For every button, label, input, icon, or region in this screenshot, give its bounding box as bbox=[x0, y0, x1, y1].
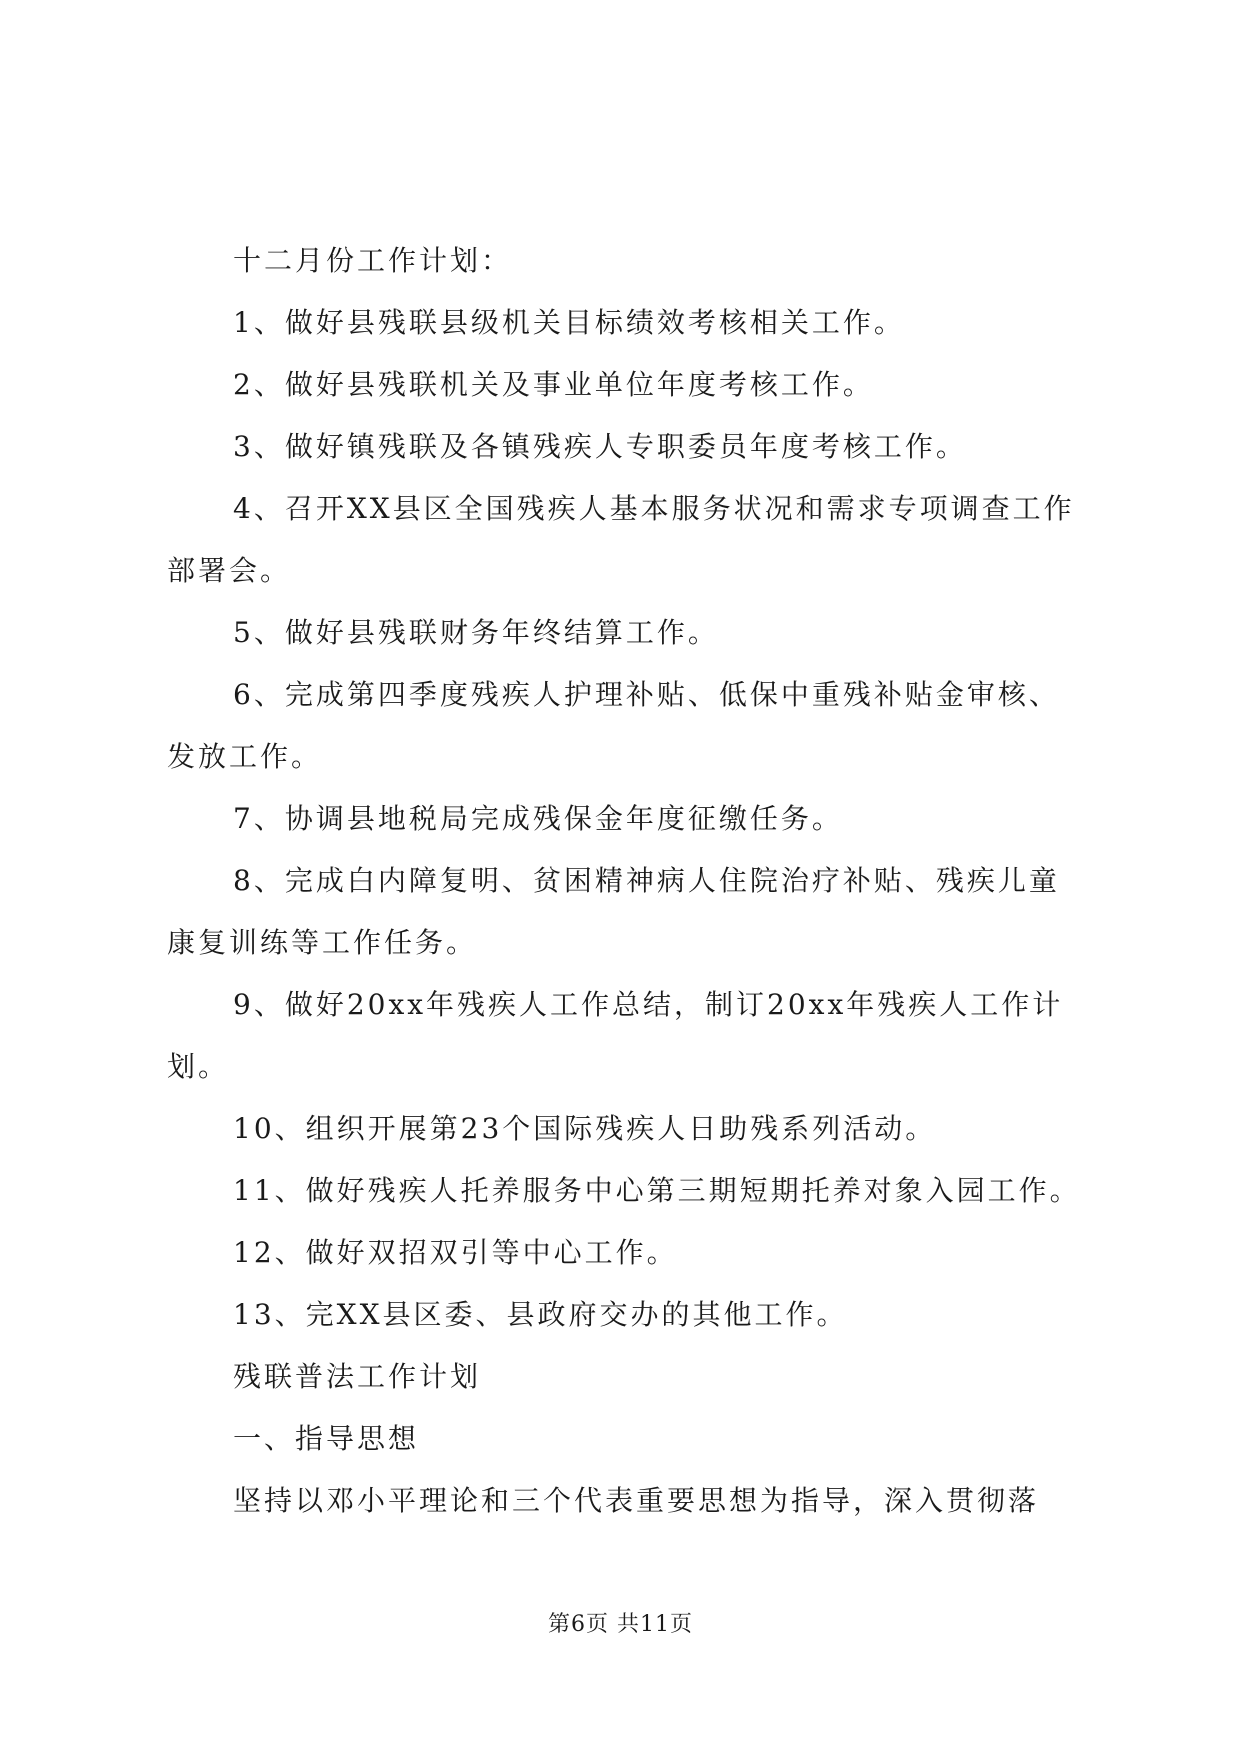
plan-item-9: 9、做好20xx年残疾人工作总结，制订20xx年残疾人工作计划。 bbox=[167, 988, 1064, 1083]
plan-item-12: 12、做好双招双引等中心工作。 bbox=[233, 1236, 678, 1269]
plan-item-8: 8、完成白内障复明、贫困精神病人住院治疗补贴、残疾儿童康复训练等工作任务。 bbox=[167, 864, 1060, 959]
section-heading-legal-plan: 残联普法工作计划 bbox=[233, 1360, 482, 1393]
plan-item-10: 10、组织开展第23个国际残疾人日助残系列活动。 bbox=[233, 1112, 937, 1145]
plan-item-1: 1、做好县残联县级机关目标绩效考核相关工作。 bbox=[233, 306, 905, 339]
plan-item-6: 6、完成第四季度残疾人护理补贴、低保中重残补贴金审核、发放工作。 bbox=[167, 678, 1060, 773]
document-body bbox=[167, 230, 1087, 1532]
plan-item-5: 5、做好县残联财务年终结算工作。 bbox=[233, 616, 719, 649]
subsection-heading-guiding-thought: 一、指导思想 bbox=[233, 1422, 420, 1455]
plan-item-13: 13、完XX县区委、县政府交办的其他工作。 bbox=[233, 1298, 848, 1331]
plan-item-4: 4、召开XX县区全国残疾人基本服务状况和需求专项调查工作部署会。 bbox=[167, 492, 1075, 587]
plan-item-3: 3、做好镇残联及各镇残疾人专职委员年度考核工作。 bbox=[233, 430, 967, 463]
plan-item-11: 11、做好残疾人托养服务中心第三期短期托养对象入园工作。 bbox=[233, 1174, 1081, 1207]
page-number-footer: 第6页 共11页 bbox=[548, 1612, 693, 1637]
plan-item-7: 7、协调县地税局完成残保金年度征缴任务。 bbox=[233, 802, 843, 835]
body-paragraph: 坚持以邓小平理论和三个代表重要思想为指导，深入贯彻落 bbox=[233, 1484, 1040, 1517]
plan-item-2: 2、做好县残联机关及事业单位年度考核工作。 bbox=[233, 368, 874, 401]
section-heading-december-plan: 十二月份工作计划： bbox=[233, 244, 513, 277]
